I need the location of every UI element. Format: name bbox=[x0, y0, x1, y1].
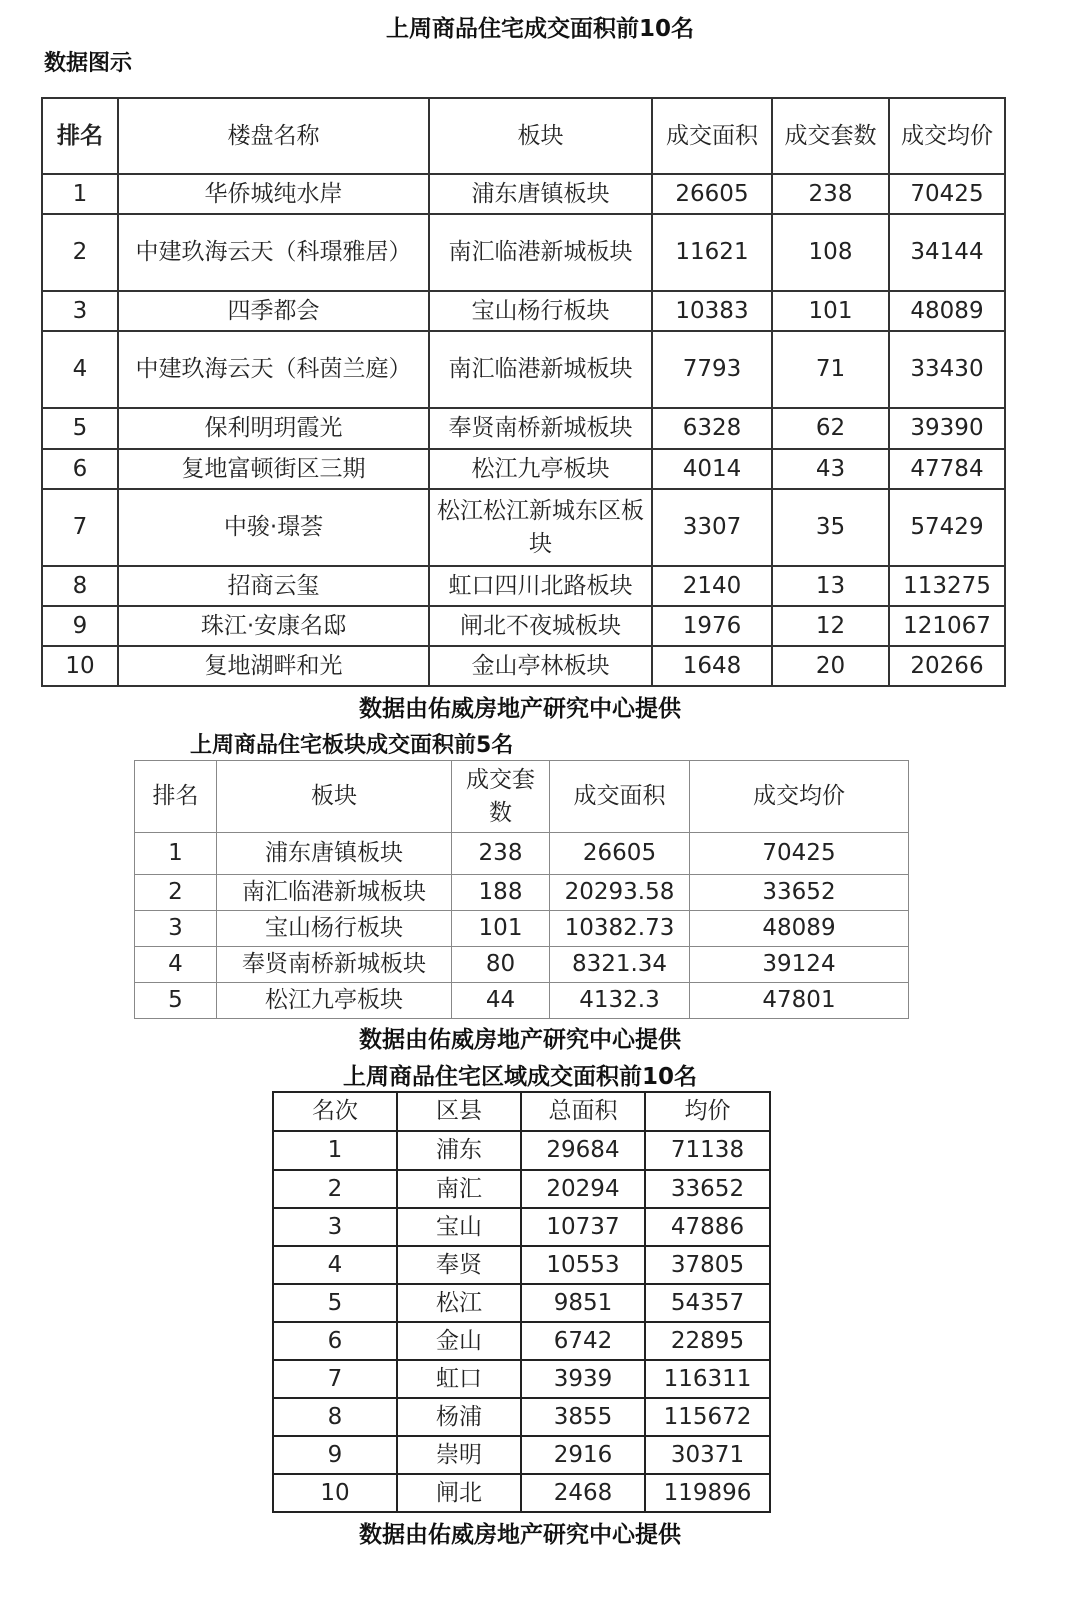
table-row bbox=[42, 214, 1005, 291]
table-row bbox=[273, 1170, 770, 1208]
cell-area: 4014 bbox=[652, 449, 772, 489]
cell-units: 20 bbox=[772, 646, 889, 686]
cell-rank: 9 bbox=[42, 606, 118, 646]
cell-total-area: 20294 bbox=[521, 1170, 645, 1208]
header-project-name: 楼盘名称 bbox=[118, 98, 429, 174]
table-row bbox=[135, 833, 909, 875]
cell-project-name: 复地湖畔和光 bbox=[118, 646, 429, 686]
cell-rank: 8 bbox=[273, 1398, 397, 1436]
cell-block: 南汇临港新城板块 bbox=[217, 875, 452, 911]
cell-block: 浦东唐镇板块 bbox=[429, 174, 652, 214]
cell-avg-price: 70425 bbox=[690, 833, 909, 875]
project-ranking-table bbox=[41, 97, 1006, 687]
cell-units: 13 bbox=[772, 566, 889, 606]
table-row bbox=[42, 449, 1005, 489]
cell-area: 26605 bbox=[652, 174, 772, 214]
table-row bbox=[42, 606, 1005, 646]
cell-rank: 2 bbox=[273, 1170, 397, 1208]
cell-project-name: 珠江·安康名邸 bbox=[118, 606, 429, 646]
cell-units: 108 bbox=[772, 214, 889, 291]
table2-source: 数据由佑威房地产研究中心提供 bbox=[359, 1027, 681, 1053]
cell-total-area: 6742 bbox=[521, 1322, 645, 1360]
cell-units: 188 bbox=[452, 875, 550, 911]
cell-rank: 5 bbox=[273, 1284, 397, 1322]
cell-county: 浦东 bbox=[397, 1131, 521, 1170]
cell-rank: 5 bbox=[135, 983, 217, 1019]
region-ranking-table bbox=[272, 1091, 771, 1513]
cell-area: 4132.3 bbox=[550, 983, 690, 1019]
cell-block: 南汇临港新城板块 bbox=[429, 331, 652, 408]
table-row bbox=[273, 1398, 770, 1436]
cell-units: 101 bbox=[772, 291, 889, 331]
cell-rank: 2 bbox=[135, 875, 217, 911]
cell-block: 松江松江新城东区板块 bbox=[429, 489, 652, 566]
cell-units: 62 bbox=[772, 408, 889, 449]
header-avg-price: 均价 bbox=[645, 1092, 770, 1131]
table-row bbox=[273, 1322, 770, 1360]
table-row bbox=[42, 408, 1005, 449]
header-block: 板块 bbox=[217, 761, 452, 833]
cell-area: 8321.34 bbox=[550, 947, 690, 983]
cell-rank: 3 bbox=[273, 1208, 397, 1246]
cell-avg-price: 47784 bbox=[889, 449, 1005, 489]
cell-total-area: 2468 bbox=[521, 1474, 645, 1512]
cell-block: 南汇临港新城板块 bbox=[429, 214, 652, 291]
cell-area: 26605 bbox=[550, 833, 690, 875]
cell-county: 金山 bbox=[397, 1322, 521, 1360]
table-row bbox=[42, 291, 1005, 331]
cell-rank: 10 bbox=[273, 1474, 397, 1512]
cell-area: 11621 bbox=[652, 214, 772, 291]
cell-rank: 1 bbox=[273, 1131, 397, 1170]
header-rank: 名次 bbox=[273, 1092, 397, 1131]
cell-project-name: 复地富顿街区三期 bbox=[118, 449, 429, 489]
table-row bbox=[273, 1360, 770, 1398]
cell-county: 虹口 bbox=[397, 1360, 521, 1398]
cell-avg-price: 116311 bbox=[645, 1360, 770, 1398]
table-header-row bbox=[135, 761, 909, 833]
cell-area: 6328 bbox=[652, 408, 772, 449]
cell-project-name: 中建玖海云天（科璟雅居） bbox=[118, 214, 429, 291]
cell-area: 1648 bbox=[652, 646, 772, 686]
cell-block: 奉贤南桥新城板块 bbox=[217, 947, 452, 983]
cell-avg-price: 71138 bbox=[645, 1131, 770, 1170]
cell-area: 3307 bbox=[652, 489, 772, 566]
cell-avg-price: 54357 bbox=[645, 1284, 770, 1322]
header-area: 成交面积 bbox=[550, 761, 690, 833]
table1-source: 数据由佑威房地产研究中心提供 bbox=[359, 696, 681, 722]
cell-rank: 2 bbox=[42, 214, 118, 291]
table-row bbox=[42, 331, 1005, 408]
cell-area: 1976 bbox=[652, 606, 772, 646]
cell-avg-price: 70425 bbox=[889, 174, 1005, 214]
cell-avg-price: 20266 bbox=[889, 646, 1005, 686]
cell-county: 奉贤 bbox=[397, 1246, 521, 1284]
cell-avg-price: 39390 bbox=[889, 408, 1005, 449]
cell-county: 闸北 bbox=[397, 1474, 521, 1512]
cell-units: 80 bbox=[452, 947, 550, 983]
cell-rank: 10 bbox=[42, 646, 118, 686]
cell-total-area: 2916 bbox=[521, 1436, 645, 1474]
table-row bbox=[135, 875, 909, 911]
table-header-row bbox=[273, 1092, 770, 1131]
cell-units: 238 bbox=[772, 174, 889, 214]
cell-total-area: 10737 bbox=[521, 1208, 645, 1246]
table-row bbox=[42, 646, 1005, 686]
cell-units: 12 bbox=[772, 606, 889, 646]
table-row bbox=[273, 1474, 770, 1512]
cell-avg-price: 121067 bbox=[889, 606, 1005, 646]
header-rank: 排名 bbox=[135, 761, 217, 833]
cell-avg-price: 47886 bbox=[645, 1208, 770, 1246]
table-row bbox=[273, 1436, 770, 1474]
cell-county: 南汇 bbox=[397, 1170, 521, 1208]
table2-title: 上周商品住宅板块成交面积前5名 bbox=[190, 733, 514, 758]
table-row bbox=[42, 174, 1005, 214]
cell-avg-price: 48089 bbox=[889, 291, 1005, 331]
cell-units: 238 bbox=[452, 833, 550, 875]
cell-avg-price: 57429 bbox=[889, 489, 1005, 566]
cell-units: 43 bbox=[772, 449, 889, 489]
table1-subtitle: 数据图示 bbox=[44, 51, 133, 76]
cell-county: 崇明 bbox=[397, 1436, 521, 1474]
cell-units: 101 bbox=[452, 911, 550, 947]
table-row bbox=[273, 1284, 770, 1322]
cell-project-name: 华侨城纯水岸 bbox=[118, 174, 429, 214]
table3-title: 上周商品住宅区域成交面积前10名 bbox=[342, 1064, 697, 1090]
cell-avg-price: 119896 bbox=[645, 1474, 770, 1512]
header-county: 区县 bbox=[397, 1092, 521, 1131]
cell-project-name: 中骏·璟荟 bbox=[118, 489, 429, 566]
cell-area: 10382.73 bbox=[550, 911, 690, 947]
cell-block: 浦东唐镇板块 bbox=[217, 833, 452, 875]
cell-project-name: 中建玖海云天（科茵兰庭） bbox=[118, 331, 429, 408]
cell-block: 闸北不夜城板块 bbox=[429, 606, 652, 646]
table-row bbox=[42, 566, 1005, 606]
cell-rank: 4 bbox=[42, 331, 118, 408]
header-district-block: 板块 bbox=[429, 98, 652, 174]
cell-block: 金山亭林板块 bbox=[429, 646, 652, 686]
cell-county: 杨浦 bbox=[397, 1398, 521, 1436]
cell-avg-price: 34144 bbox=[889, 214, 1005, 291]
cell-area: 20293.58 bbox=[550, 875, 690, 911]
cell-avg-price: 48089 bbox=[690, 911, 909, 947]
cell-total-area: 3939 bbox=[521, 1360, 645, 1398]
header-units: 成交套数 bbox=[772, 98, 889, 174]
cell-avg-price: 115672 bbox=[645, 1398, 770, 1436]
cell-block: 松江九亭板块 bbox=[217, 983, 452, 1019]
cell-units: 35 bbox=[772, 489, 889, 566]
cell-project-name: 四季都会 bbox=[118, 291, 429, 331]
cell-area: 10383 bbox=[652, 291, 772, 331]
cell-total-area: 3855 bbox=[521, 1398, 645, 1436]
table-row bbox=[135, 947, 909, 983]
cell-avg-price: 22895 bbox=[645, 1322, 770, 1360]
table-row bbox=[42, 489, 1005, 566]
table3-source: 数据由佑威房地产研究中心提供 bbox=[359, 1522, 681, 1548]
cell-rank: 6 bbox=[273, 1322, 397, 1360]
table-row bbox=[273, 1131, 770, 1170]
cell-rank: 1 bbox=[42, 174, 118, 214]
cell-avg-price: 47801 bbox=[690, 983, 909, 1019]
block-ranking-table bbox=[134, 760, 909, 1019]
header-rank: 排名 bbox=[42, 98, 118, 174]
cell-avg-price: 37805 bbox=[645, 1246, 770, 1284]
cell-county: 松江 bbox=[397, 1284, 521, 1322]
cell-rank: 4 bbox=[135, 947, 217, 983]
cell-avg-price: 113275 bbox=[889, 566, 1005, 606]
cell-total-area: 9851 bbox=[521, 1284, 645, 1322]
table-row bbox=[135, 911, 909, 947]
cell-area: 7793 bbox=[652, 331, 772, 408]
cell-project-name: 招商云玺 bbox=[118, 566, 429, 606]
cell-avg-price: 30371 bbox=[645, 1436, 770, 1474]
cell-block: 松江九亭板块 bbox=[429, 449, 652, 489]
header-total-area: 总面积 bbox=[521, 1092, 645, 1131]
cell-avg-price: 33430 bbox=[889, 331, 1005, 408]
cell-rank: 1 bbox=[135, 833, 217, 875]
cell-project-name: 保利明玥霞光 bbox=[118, 408, 429, 449]
cell-total-area: 10553 bbox=[521, 1246, 645, 1284]
cell-units: 44 bbox=[452, 983, 550, 1019]
cell-rank: 3 bbox=[42, 291, 118, 331]
cell-rank: 9 bbox=[273, 1436, 397, 1474]
cell-rank: 5 bbox=[42, 408, 118, 449]
cell-avg-price: 33652 bbox=[690, 875, 909, 911]
cell-block: 宝山杨行板块 bbox=[217, 911, 452, 947]
table1-title: 上周商品住宅成交面积前10名 bbox=[385, 16, 694, 42]
table-row bbox=[273, 1246, 770, 1284]
cell-county: 宝山 bbox=[397, 1208, 521, 1246]
header-avg-price: 成交均价 bbox=[889, 98, 1005, 174]
cell-rank: 3 bbox=[135, 911, 217, 947]
table-header-row bbox=[42, 98, 1005, 174]
cell-rank: 6 bbox=[42, 449, 118, 489]
cell-avg-price: 33652 bbox=[645, 1170, 770, 1208]
cell-rank: 8 bbox=[42, 566, 118, 606]
header-avg-price: 成交均价 bbox=[690, 761, 909, 833]
cell-units: 71 bbox=[772, 331, 889, 408]
cell-block: 宝山杨行板块 bbox=[429, 291, 652, 331]
cell-block: 虹口四川北路板块 bbox=[429, 566, 652, 606]
header-area: 成交面积 bbox=[652, 98, 772, 174]
cell-rank: 4 bbox=[273, 1246, 397, 1284]
header-units: 成交套数 bbox=[452, 761, 550, 833]
table-row bbox=[273, 1208, 770, 1246]
cell-total-area: 29684 bbox=[521, 1131, 645, 1170]
cell-block: 奉贤南桥新城板块 bbox=[429, 408, 652, 449]
cell-area: 2140 bbox=[652, 566, 772, 606]
cell-rank: 7 bbox=[42, 489, 118, 566]
cell-avg-price: 39124 bbox=[690, 947, 909, 983]
cell-rank: 7 bbox=[273, 1360, 397, 1398]
table-row bbox=[135, 983, 909, 1019]
